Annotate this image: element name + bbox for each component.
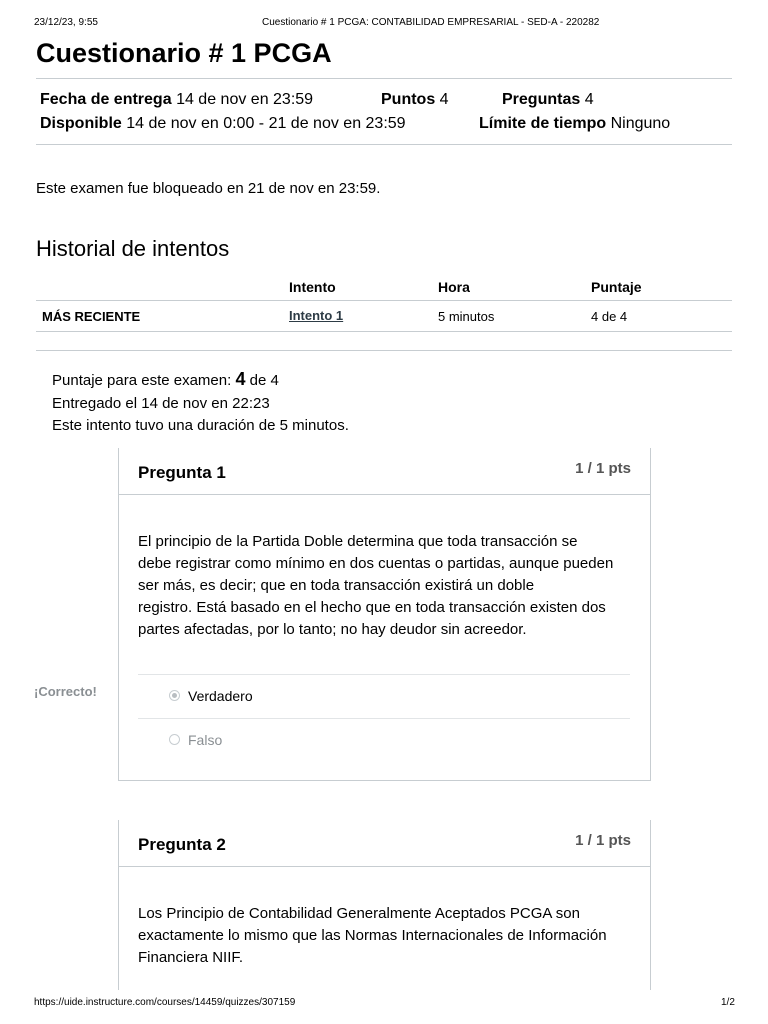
- score-prefix: Puntaje para este examen:: [52, 372, 232, 389]
- question-1-line: partes afectadas, por lo tanto; no hay deudor sin acreedor.: [138, 621, 527, 638]
- question-1-line: ser más, es decir; que en toda transacción existirá un doble: [138, 577, 535, 594]
- time-limit-label: Límite de tiempo: [479, 115, 607, 132]
- due-value: 14 de nov en 23:59: [176, 91, 314, 108]
- time-limit-value: Ninguno: [610, 115, 671, 132]
- question-2-line: Los Principio de Contabilidad Generalmente Aceptados PCGA son: [138, 905, 580, 922]
- question-1: [118, 448, 651, 781]
- attempt-duration: Este intento tuvo una duración de 5 minutos.: [52, 417, 349, 434]
- questions-label: Preguntas: [502, 91, 581, 108]
- table-header-divider: [36, 300, 732, 301]
- questions-value: 4: [584, 91, 594, 108]
- answer-radio-true[interactable]: [169, 690, 180, 701]
- score-value: 4: [235, 369, 246, 389]
- available-label: Disponible: [40, 115, 122, 132]
- print-page-title: Cuestionario # 1 PCGA: CONTABILIDAD EMPRESARIAL - SED-A - 220282: [262, 17, 600, 28]
- question-2-line: exactamente lo mismo que las Normas Internacionales de Información: [138, 927, 607, 944]
- due-label: Fecha de entrega: [40, 91, 172, 108]
- attempt-time: 5 minutos: [438, 309, 495, 324]
- lock-message: Este examen fue bloqueado en 21 de nov en 23:59.: [36, 180, 381, 197]
- question-2-title: Pregunta 2: [138, 835, 226, 854]
- column-header-attempt: Intento: [289, 279, 336, 295]
- time-limit: [479, 115, 670, 133]
- column-header-score: Puntaje: [591, 279, 642, 295]
- question-1-line: registro. Está basado en el hecho que en toda transacción existen dos: [138, 599, 606, 616]
- submitted-date: Entregado el 14 de nov en 22:23: [52, 395, 270, 412]
- question-2-header: [119, 820, 650, 867]
- score-summary: [52, 369, 279, 390]
- question-2-points: 1 / 1 pts: [575, 832, 631, 849]
- page-title: Cuestionario # 1 PCGA: [36, 38, 332, 68]
- history-title: Historial de intentos: [36, 236, 230, 261]
- question-1-line: El principio de la Partida Doble determina que toda transacción se: [138, 533, 578, 550]
- answer-divider: [138, 674, 630, 675]
- points-label: Puntos: [381, 91, 436, 108]
- score-suffix: de 4: [249, 372, 279, 389]
- answer-divider: [138, 718, 630, 719]
- title-divider: [36, 78, 732, 79]
- answer-label-false: Falso: [188, 732, 223, 748]
- history-end-divider: [36, 350, 732, 351]
- available-value: 14 de nov en 0:00 - 21 de nov en 23:59: [126, 115, 406, 132]
- question-1-text: [138, 531, 633, 641]
- question-2-text: [138, 903, 633, 969]
- questions-count: [502, 91, 594, 109]
- availability: [40, 115, 406, 133]
- print-url: https://uide.instructure.com/courses/14459/quizzes/307159: [34, 997, 296, 1008]
- print-datetime: 23/12/23, 9:55: [34, 17, 98, 28]
- question-1-title: Pregunta 1: [138, 463, 226, 482]
- points: [381, 91, 449, 109]
- question-1-line: debe registrar como mínimo en dos cuentas o partidas, aunque pueden: [138, 555, 614, 572]
- due-date: [40, 91, 313, 109]
- points-value: 4: [439, 91, 449, 108]
- answer-label-true: Verdadero: [188, 688, 253, 704]
- print-page-number: 1/2: [721, 997, 735, 1008]
- correct-flag: ¡Correcto!: [34, 684, 97, 699]
- meta-divider: [36, 144, 732, 145]
- column-header-time: Hora: [438, 279, 470, 295]
- question-1-header: [119, 448, 650, 495]
- attempt-link[interactable]: Intento 1: [289, 308, 344, 323]
- answer-radio-false[interactable]: [169, 734, 180, 745]
- question-1-points: 1 / 1 pts: [575, 460, 631, 477]
- row-label: MÁS RECIENTE: [42, 309, 141, 324]
- attempt-score: 4 de 4: [591, 309, 628, 324]
- question-2: [118, 820, 651, 990]
- table-row-divider: [36, 331, 732, 332]
- question-2-line: Financiera NIIF.: [138, 949, 244, 966]
